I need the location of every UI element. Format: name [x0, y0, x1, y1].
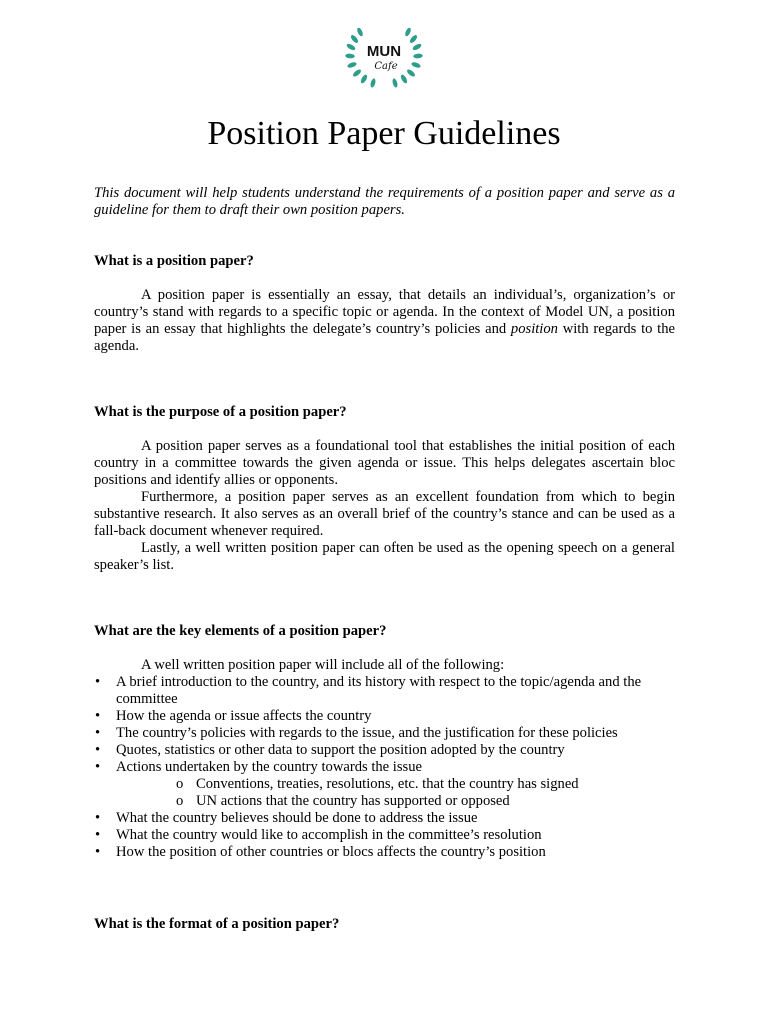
- sub-list-item-text: Conventions, treaties, resolutions, etc. that the country has signed: [196, 776, 579, 792]
- purpose-paragraph: A position paper serves as a foundational tool that establishes the initial position of each country in a committee towards the given agenda or issue. This helps delegates ascertain bloc positions and identify allies or opponents.: [94, 438, 675, 488]
- bullet-icon: •: [95, 742, 101, 758]
- heading-key-elements: What are the key elements of a position paper?: [94, 623, 387, 639]
- list-item-text: How the agenda or issue affects the country: [116, 708, 372, 724]
- list-item: [94, 810, 675, 827]
- list-item: [94, 742, 675, 759]
- page-title: Position Paper Guidelines: [207, 115, 561, 152]
- svg-text:Cafe: Cafe: [374, 61, 398, 72]
- sub-list-item: [176, 776, 675, 793]
- list-item-text: Actions undertaken by the country towards the issue: [116, 759, 422, 775]
- list-item-text: How the position of other countries or blocs affects the country’s position: [116, 844, 546, 860]
- bullet-icon: •: [95, 725, 101, 741]
- list-item-text: What the country believes should be done to address the issue: [116, 810, 478, 826]
- key-elements-lead: A well written position paper will include all of the following:: [141, 657, 505, 673]
- purpose-paragraph: Furthermore, a position paper serves as an excellent foundation from which to begin substantive research. It also serves as an overall brief of the country’s stance and can be used as a fall-back document whenever required.: [94, 489, 675, 539]
- list-item: [94, 827, 675, 844]
- purpose-paragraph: Lastly, a well written position paper can often be used as the opening speech on a general speaker’s list.: [94, 540, 675, 573]
- laurel-wreath-icon: [344, 24, 424, 88]
- bullet-icon: •: [95, 827, 101, 843]
- sub-list-item: [176, 793, 675, 810]
- list-item: [94, 844, 675, 861]
- mun-cafe-logo: [344, 24, 424, 88]
- definition-text-end: with regards to the agenda.: [94, 321, 675, 354]
- intro-paragraph: This document will help students understand the requirements of a position paper and serve as a guideline for them to draft their own position papers.: [94, 185, 675, 218]
- heading-format: What is the format of a position paper?: [94, 916, 340, 932]
- definition-paragraph: [94, 287, 675, 355]
- definition-text: A position paper is essentially an essay, that details an individual’s, organization’s or country’s stand with regards to a specific topic or agenda. In the context of Model UN, a position paper is an essay that highlights the delegate’s country’s policies and: [94, 287, 675, 337]
- heading-what-is: What is a position paper?: [94, 253, 254, 269]
- bullet-icon: •: [95, 810, 101, 826]
- heading-purpose: What is the purpose of a position paper?: [94, 404, 347, 420]
- bullet-icon: •: [95, 674, 101, 690]
- sub-list-item-text: UN actions that the country has supported or opposed: [196, 793, 510, 809]
- sub-bullet-icon: o: [176, 793, 184, 809]
- list-item: [94, 759, 675, 810]
- paragraph-what-is: [94, 287, 675, 355]
- list-item: [94, 708, 675, 725]
- list-item-text: A brief introduction to the country, and its history with respect to the topic/agenda and the committee: [116, 674, 642, 707]
- list-item: [94, 674, 675, 708]
- purpose-paragraphs: [94, 438, 675, 574]
- key-elements-list: [94, 674, 675, 861]
- list-item: [94, 725, 675, 742]
- key-elements-section: [94, 657, 675, 861]
- list-item-text: What the country would like to accomplish in the committee’s resolution: [116, 827, 542, 843]
- emphasis-word: position: [510, 321, 558, 337]
- svg-text:MUN: MUN: [366, 43, 402, 60]
- sub-bullet-icon: o: [176, 776, 184, 792]
- list-item-text: The country’s policies with regards to the issue, and the justification for these policies: [116, 725, 618, 741]
- bullet-icon: •: [95, 844, 101, 860]
- bullet-icon: •: [95, 708, 101, 724]
- list-item-text: Quotes, statistics or other data to support the position adopted by the country: [116, 742, 565, 758]
- bullet-icon: •: [95, 759, 101, 775]
- sub-list: [116, 776, 675, 810]
